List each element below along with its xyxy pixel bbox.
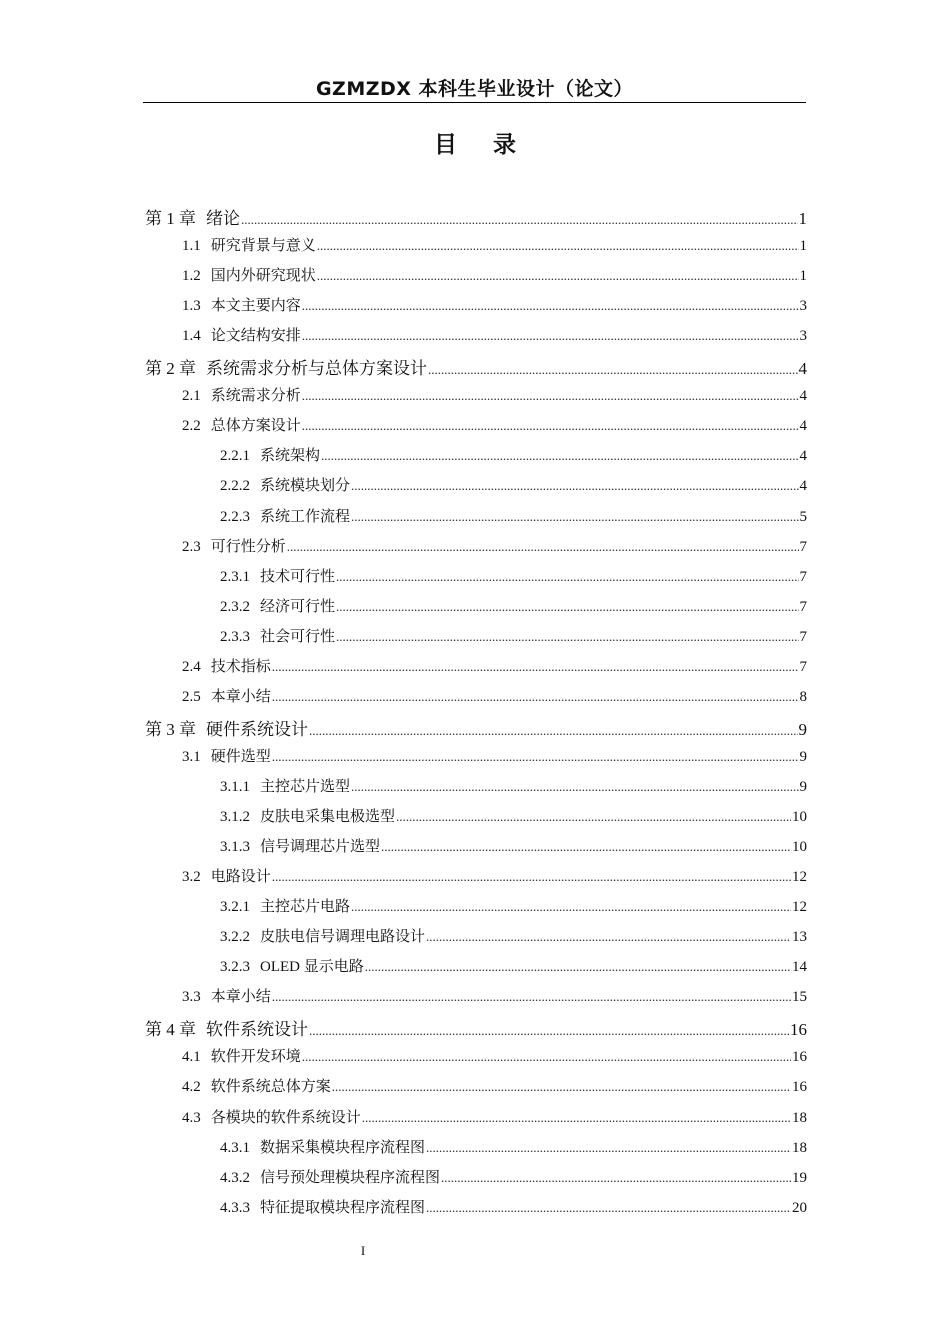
- toc-entry-title: 可行性分析: [210, 538, 286, 555]
- toc-entry-title: 国内外研究现状: [210, 268, 316, 285]
- toc-entry-page: 16: [790, 1020, 807, 1040]
- toc-entry-title: 经济可行性: [260, 598, 336, 615]
- header-divider: [143, 102, 806, 103]
- toc-entry-number: 3.1.2: [220, 809, 250, 825]
- toc-entry-page: 13: [792, 929, 807, 946]
- toc-entry-number: 4.1: [182, 1049, 201, 1066]
- toc-dot-leader: [426, 1200, 791, 1216]
- toc-entry[interactable]: [220, 444, 807, 474]
- toc-entry-page: 14: [792, 959, 807, 976]
- toc-entry-number: 2.2.2: [220, 478, 250, 495]
- toc-entry-number: 3.1.3: [220, 839, 250, 856]
- toc-entry-page: 16: [792, 1079, 807, 1096]
- toc-entry-page: 20: [792, 1199, 807, 1216]
- toc-entry[interactable]: [182, 384, 807, 414]
- toc-entry-page: 10: [792, 839, 807, 856]
- toc-entry-number: 2.3.2: [220, 598, 250, 615]
- toc-entry[interactable]: [182, 234, 807, 264]
- toc-entry[interactable]: [220, 505, 807, 535]
- toc-entry-title: 本文主要内容: [210, 298, 301, 315]
- toc-entry-page: 12: [792, 869, 807, 886]
- toc-entry[interactable]: [182, 685, 807, 715]
- toc-entry-number: 2.2.1: [220, 448, 250, 465]
- toc-entry-page: 7: [799, 538, 807, 555]
- toc-entry-number: 第 3 章: [145, 719, 196, 739]
- toc-entry[interactable]: [220, 895, 807, 925]
- toc-dot-leader: [309, 723, 798, 739]
- toc-entry-number: 3.2: [182, 869, 201, 886]
- toc-entry-page: 15: [792, 989, 807, 1006]
- toc-dot-leader: [428, 362, 798, 378]
- toc-entry-page: 8: [799, 688, 807, 705]
- toc-entry-page: 9: [799, 748, 807, 765]
- toc-dot-leader: [336, 569, 798, 585]
- toc-entry[interactable]: [182, 985, 807, 1015]
- toc-entry-page: 3: [799, 298, 807, 315]
- toc-dot-leader: [332, 1079, 791, 1095]
- toc-entry-number: 3.1: [182, 748, 201, 765]
- toc-entry-number: 第 4 章: [145, 1020, 196, 1040]
- toc-dot-leader: [426, 1140, 791, 1156]
- toc-entry-title: 本章小结: [210, 989, 271, 1006]
- toc-entry-title: 电路设计: [210, 869, 271, 886]
- toc-entry-number: 3.3: [182, 989, 201, 1006]
- toc-entry[interactable]: [220, 775, 807, 805]
- toc-dot-leader: [396, 809, 791, 825]
- toc-entry-title: 信号预处理模块程序流程图: [260, 1169, 441, 1186]
- toc-dot-leader: [351, 478, 798, 494]
- toc-entry-page: 5: [799, 508, 807, 525]
- toc-entry-title: 数据采集模块程序流程图: [260, 1139, 426, 1156]
- toc-entry[interactable]: [220, 1196, 807, 1226]
- toc-entry[interactable]: [145, 354, 807, 384]
- toc-entry-title: 硬件系统设计: [206, 719, 308, 739]
- toc-dot-leader: [365, 959, 791, 975]
- toc-dot-leader: [272, 749, 799, 765]
- toc-dot-leader: [272, 689, 799, 705]
- toc-entry-number: 1.2: [182, 268, 201, 285]
- toc-entry[interactable]: [182, 1106, 807, 1136]
- toc-entry-number: 2.5: [182, 688, 201, 705]
- toc-entry[interactable]: [182, 1045, 807, 1075]
- toc-entry[interactable]: [182, 264, 807, 294]
- toc-heading: 目 录: [433, 132, 530, 158]
- toc-entry-page: 3: [799, 328, 807, 345]
- toc-entry-number: 第 1 章: [145, 209, 196, 228]
- toc-entry-number: 4.2: [182, 1079, 201, 1096]
- toc-entry-page: 7: [799, 598, 807, 615]
- toc-entry-page: 19: [792, 1169, 807, 1186]
- toc-entry-page: 4: [799, 388, 807, 405]
- toc-entry[interactable]: [220, 625, 807, 655]
- toc-entry-title: 硬件选型: [210, 748, 271, 765]
- toc-entry-title: 系统模块划分: [260, 478, 351, 495]
- toc-entry-title: 系统需求分析: [210, 388, 301, 405]
- toc-entry-title: 主控芯片选型: [260, 778, 351, 795]
- toc-entry[interactable]: [145, 1015, 807, 1045]
- toc-entry[interactable]: [220, 595, 807, 625]
- toc-entry-page: 1: [799, 238, 807, 255]
- toc-dot-leader: [381, 839, 791, 855]
- toc-entry[interactable]: [220, 565, 807, 595]
- toc-entry-number: 3.2.2: [220, 929, 250, 946]
- toc-entry-title: 社会可行性: [260, 628, 336, 645]
- toc-entry-title: 特征提取模块程序流程图: [260, 1199, 426, 1216]
- toc-entry-title: 系统需求分析与总体方案设计: [206, 359, 427, 379]
- toc-entry-number: 第 2 章: [145, 359, 196, 379]
- toc-entry-number: 2.3.1: [220, 568, 250, 585]
- toc-dot-leader: [272, 869, 791, 885]
- toc-entry-page: 16: [792, 1049, 807, 1066]
- toc-entry-number: 1.3: [182, 298, 201, 315]
- toc-entry-page: 1: [799, 268, 807, 285]
- toc-dot-leader: [302, 298, 799, 314]
- toc-entry[interactable]: [145, 204, 807, 234]
- toc-entry[interactable]: [220, 1166, 807, 1196]
- running-header-title: GZMZDX 本科生毕业设计（论文）: [315, 78, 634, 100]
- toc-entry-title: 技术可行性: [260, 568, 336, 585]
- toc-entry[interactable]: [182, 865, 807, 895]
- toc-entry-page: 7: [799, 658, 807, 675]
- toc-entry-title: 总体方案设计: [210, 418, 301, 435]
- toc-entry-page: 7: [799, 628, 807, 645]
- toc-dot-leader: [302, 418, 799, 434]
- toc-entry-page: 9: [798, 719, 807, 739]
- toc-entry-title: 皮肤电信号调理电路设计: [260, 929, 426, 946]
- toc-dot-leader: [317, 268, 799, 284]
- toc-dot-leader: [302, 388, 799, 404]
- toc-entry-title: 系统工作流程: [260, 508, 351, 525]
- toc-entry-page: 4: [798, 359, 807, 379]
- toc-entry-number: 2.2: [182, 418, 201, 435]
- toc-dot-leader: [309, 1023, 789, 1039]
- toc-entry-page: 4: [799, 448, 807, 465]
- toc-entry-number: 3.2.3: [220, 959, 250, 976]
- toc-entry-number: 1.4: [182, 328, 201, 345]
- toc-dot-leader: [362, 1110, 791, 1126]
- toc-entry-title: 软件系统总体方案: [210, 1079, 331, 1096]
- toc-entry[interactable]: [220, 1136, 807, 1166]
- toc-entry-title: 绪论: [206, 209, 240, 228]
- toc-entry-title: 论文结构安排: [210, 328, 301, 345]
- toc-entry-page: 9: [799, 778, 807, 795]
- toc-entry-title: 信号调理芯片选型: [260, 839, 381, 856]
- toc-entry-title: 软件系统设计: [206, 1020, 308, 1040]
- toc-entry[interactable]: [182, 745, 807, 775]
- toc-entry-page: 1: [798, 209, 807, 228]
- toc-entry-title: 技术指标: [210, 658, 271, 675]
- toc-dot-leader: [336, 629, 798, 645]
- toc-entry-page: 4: [799, 418, 807, 435]
- toc-dot-leader: [441, 1170, 791, 1186]
- toc-entry-number: 4.3: [182, 1109, 201, 1126]
- toc-entry-title: OLED 显示电路: [260, 959, 364, 976]
- toc-dot-leader: [241, 212, 798, 228]
- toc-entry-number: 3.2.1: [220, 899, 250, 916]
- toc-entry[interactable]: [182, 655, 807, 685]
- toc-entry-title: 各模块的软件系统设计: [210, 1109, 361, 1126]
- toc-dot-leader: [321, 448, 798, 464]
- toc-entry[interactable]: [182, 324, 807, 354]
- toc-entry-number: 4.3.1: [220, 1139, 250, 1156]
- toc-dot-leader: [317, 238, 799, 254]
- toc-entry[interactable]: [220, 835, 807, 865]
- toc-entry-title: 系统架构: [260, 448, 321, 465]
- toc-entry-title: 软件开发环境: [210, 1049, 301, 1066]
- toc-entry[interactable]: [145, 715, 807, 745]
- toc-entry-number: 2.4: [182, 658, 201, 675]
- toc-entry[interactable]: [220, 474, 807, 504]
- toc-entry-title: 本章小结: [210, 688, 271, 705]
- toc-entry-number: 3.1.1: [220, 778, 250, 795]
- toc-dot-leader: [351, 779, 798, 795]
- toc-dot-leader: [351, 509, 798, 525]
- toc-dot-leader: [302, 328, 799, 344]
- toc-dot-leader: [272, 659, 799, 675]
- toc-entry-number: 2.1: [182, 388, 201, 405]
- toc-dot-leader: [426, 929, 791, 945]
- page-number: I: [360, 1243, 366, 1258]
- toc-entry-page: 18: [792, 1109, 807, 1126]
- toc-entry-page: 10: [792, 809, 807, 825]
- toc-entry-page: 12: [792, 899, 807, 916]
- toc-entry-number: 2.3: [182, 538, 201, 555]
- toc-entry-number: 4.3.3: [220, 1199, 250, 1216]
- toc-dot-leader: [287, 539, 799, 555]
- toc-dot-leader: [336, 599, 798, 615]
- toc-entry-page: 4: [799, 478, 807, 495]
- toc-entry[interactable]: [220, 955, 807, 985]
- toc-entry-number: 4.3.2: [220, 1169, 250, 1186]
- toc-dot-leader: [351, 899, 791, 915]
- toc-entry[interactable]: [182, 1075, 807, 1105]
- toc-entry-number: 1.1: [182, 238, 201, 255]
- toc-entry[interactable]: [220, 925, 807, 955]
- toc-entry-title: 皮肤电采集电极选型: [260, 809, 396, 825]
- toc-dot-leader: [302, 1049, 791, 1065]
- toc-dot-leader: [272, 989, 791, 1005]
- toc-entry[interactable]: [182, 294, 807, 324]
- toc-entry[interactable]: [182, 414, 807, 444]
- toc-entry[interactable]: [220, 805, 807, 835]
- toc-entry-title: 主控芯片电路: [260, 899, 351, 916]
- toc-entry-page: 18: [792, 1139, 807, 1156]
- toc-entry-number: 2.3.3: [220, 628, 250, 645]
- toc-entry[interactable]: [182, 535, 807, 565]
- toc-entry-title: 研究背景与意义: [210, 238, 316, 255]
- toc-entry-page: 7: [799, 568, 807, 585]
- toc-entry-number: 2.2.3: [220, 508, 250, 525]
